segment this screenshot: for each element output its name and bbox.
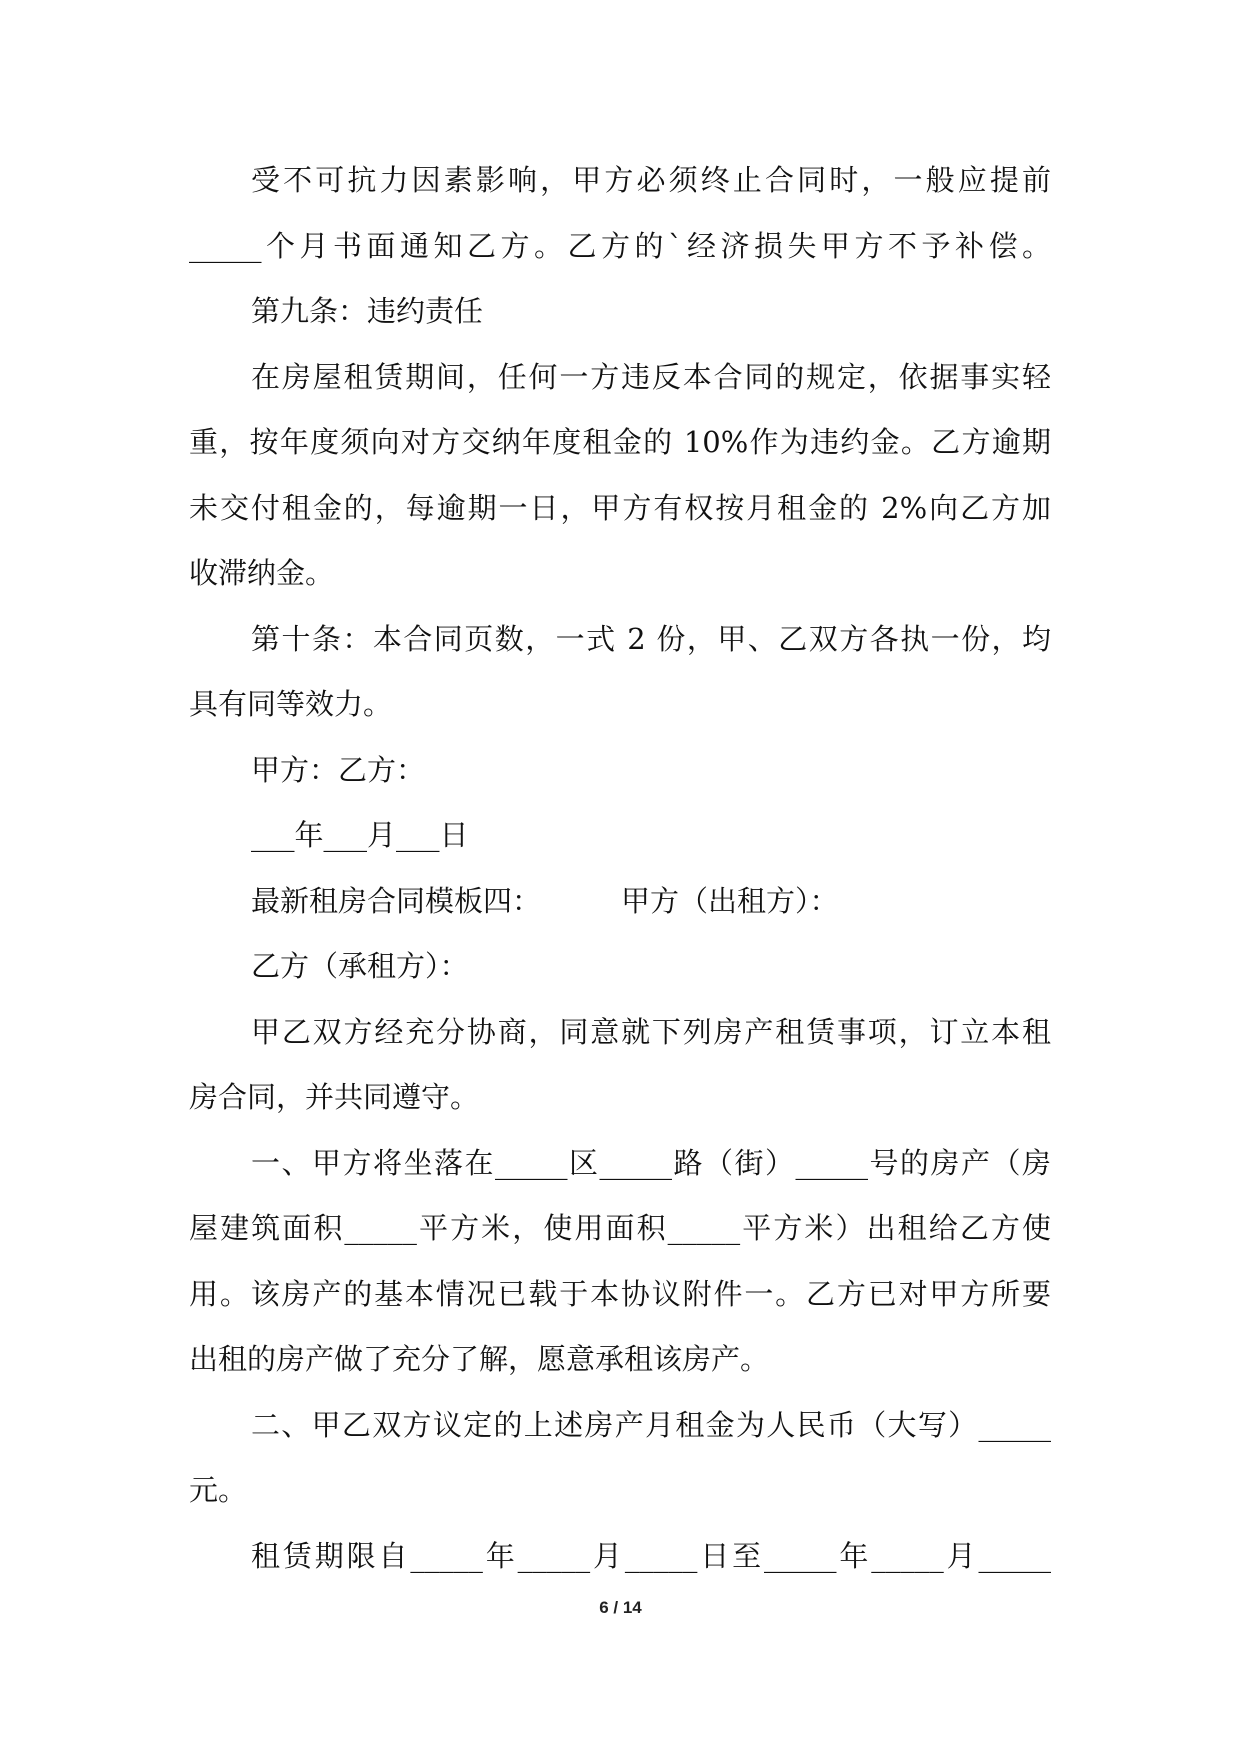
template-heading-line	[189, 876, 1051, 942]
paragraph-line: 二、甲乙双方议定的上述房产月租金为人民币（大写）_____	[251, 1407, 1051, 1442]
paragraph-line: 一、甲方将坐落在_____区_____路（街）_____号的房产（房	[251, 1145, 1051, 1180]
date-line: ___年___月___日	[251, 818, 469, 852]
paragraph-line: 收滞纳金。	[189, 556, 335, 590]
paragraph-line: 用。该房产的基本情况已载于本协议附件一。乙方已对甲方所要	[189, 1276, 1051, 1311]
party-a-label: 甲方（出租方）：	[621, 883, 839, 918]
paragraph-line: 受不可抗力因素影响，甲方必须终止合同时，一般应提前	[251, 163, 1051, 197]
paragraph-line: 出租的房产做了充分了解，愿意承租该房产。	[189, 1342, 770, 1376]
paragraph-line: 具有同等效力。	[189, 687, 393, 721]
paragraph-line: _____个月书面通知乙方。乙方的`经济损失甲方不予补偿。	[189, 228, 1051, 263]
document-body	[189, 155, 1051, 1596]
paragraph-line: 租赁期限自_____年_____月_____日至_____年_____月_____	[251, 1538, 1051, 1573]
signature-line: 甲方：乙方：	[251, 752, 426, 787]
paragraph-line: 屋建筑面积_____平方米，使用面积_____平方米）出租给乙方使	[189, 1211, 1051, 1245]
paragraph-line: 房合同，并共同遵守。	[189, 1080, 480, 1114]
paragraph-line: 第十条：本合同页数，一式 2 份，甲、乙双方各执一份，均	[251, 621, 1051, 656]
paragraph-line: 重，按年度须向对方交纳年度租金的 10%作为违约金。乙方逾期	[189, 425, 1051, 459]
page-number: 6 / 14	[599, 1598, 642, 1617]
party-b-label: 乙方（承租方）：	[251, 949, 469, 983]
paragraph-line: 甲乙双方经充分协商，同意就下列房产租赁事项，订立本租	[251, 1014, 1051, 1049]
paragraph-line: 未交付租金的，每逾期一日，甲方有权按月租金的 2%向乙方加	[189, 490, 1051, 525]
template-heading: 最新租房合同模板四：	[251, 883, 542, 918]
paragraph-line: 元。	[189, 1473, 248, 1507]
paragraph-line: 在房屋租赁期间，任何一方违反本合同的规定，依据事实轻	[251, 359, 1051, 394]
article-heading: 第九条：违约责任	[251, 294, 484, 328]
